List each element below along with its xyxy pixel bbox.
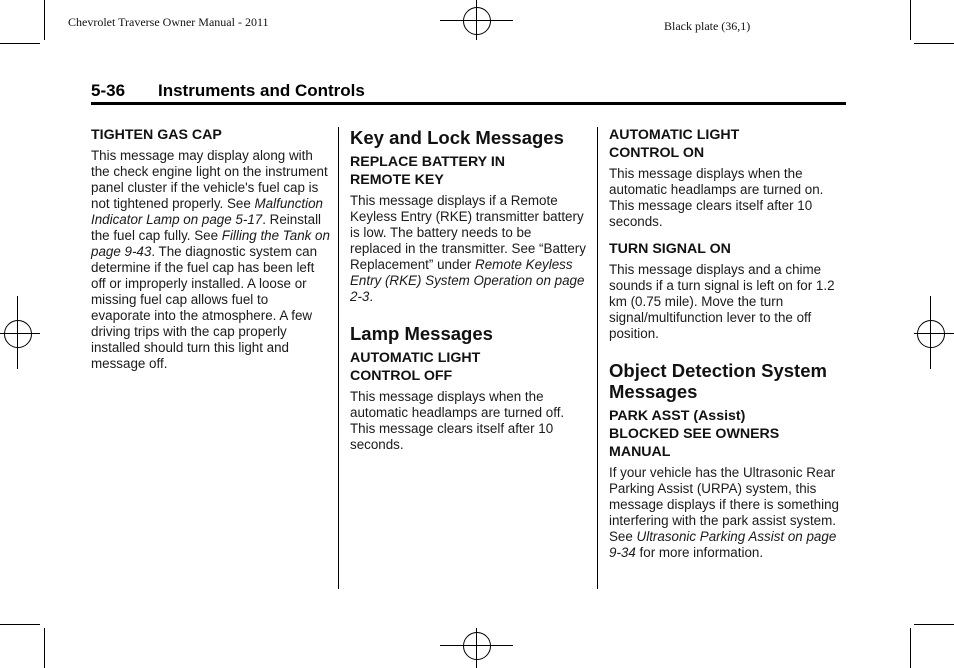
registration-mark xyxy=(463,632,491,660)
paragraph-turn-signal-on: This message displays and a chime sounds if a turn signal is left on for 1.2 km (0.75 mile). Move the turn signal/multifunction lever to the off position. xyxy=(609,262,835,341)
registration-mark xyxy=(917,320,945,348)
page-header xyxy=(91,81,846,101)
manual-title-meta: Chevrolet Traverse Owner Manual - 2011 xyxy=(68,15,269,29)
crop-mark xyxy=(0,624,40,625)
heading-key-and-lock-messages: Key and Lock Messages xyxy=(350,127,564,148)
crop-mark xyxy=(914,43,954,44)
paragraph-automatic-light-control-off: This message displays when the automatic headlamps are turned off. This message clears itself after 10 seconds. xyxy=(350,389,565,452)
column-divider xyxy=(338,127,339,589)
plate-meta: Black plate (36,1) xyxy=(664,19,751,33)
registration-mark xyxy=(476,628,477,668)
registration-mark xyxy=(0,333,40,334)
registration-mark xyxy=(17,296,18,369)
column-divider xyxy=(597,127,598,589)
section-title: Instruments and Controls xyxy=(158,81,365,100)
cross-reference-link[interactable]: Ultrasonic Parking Assist on page 9-34 xyxy=(609,529,837,560)
paragraph-tighten-gas-cap: This message may display along with the check engine light on the instrument panel cluster if the vehicle's fuel cap is not tightened properly. See Malfunction Indicator Lamp on page 5-17. Reinstall the fuel cap fully. See Filling the Tank on page 9-43. The diagnostic system can determine if the fuel cap has been left off or improperly installed. A loose or missing fuel cap allows fuel to evaporate into the atmosphere. A few driving trips with the cap properly installed should turn this light and message off. xyxy=(91,148,330,371)
registration-mark xyxy=(914,333,954,334)
column-3 xyxy=(609,126,847,571)
header-rule xyxy=(91,102,846,105)
crop-mark xyxy=(910,0,911,40)
crop-mark xyxy=(910,628,911,668)
cross-reference-link[interactable]: Remote Keyless Entry (RKE) System Operation on page 2-3 xyxy=(350,257,585,304)
registration-mark xyxy=(930,296,931,369)
crop-mark xyxy=(44,628,45,668)
column-2 xyxy=(350,127,586,463)
cross-reference-link[interactable]: Malfunction Indicator Lamp on page 5-17 xyxy=(91,196,324,227)
page-number: 5-36 xyxy=(91,81,126,100)
registration-mark xyxy=(463,7,491,35)
crop-mark xyxy=(914,624,954,625)
heading-lamp-messages: Lamp Messages xyxy=(350,323,493,344)
column-1 xyxy=(91,126,331,382)
paragraph-replace-battery: This message displays if a Remote Keyless Entry (RKE) transmitter battery is low. The battery needs to be replaced in the transmitter. See “Battery Replacement” under Remote Keyless Entry (RKE) System Operation on page 2-3. xyxy=(350,193,586,304)
paragraph-automatic-light-control-on: This message displays when the automatic headlamps are turned on. This message clears itself after 10 seconds. xyxy=(609,166,824,229)
paragraph-park-asst-blocked: If your vehicle has the Ultrasonic Rear Parking Assist (URPA) system, this message displays if there is something interfering with the park assist system. See Ultrasonic Parking Assist on page 9-34 for more information. xyxy=(609,465,839,560)
heading-automatic-light-control-off: AUTOMATIC LIGHT CONTROL OFF xyxy=(350,350,481,384)
heading-park-asst-blocked: PARK ASST (Assist) BLOCKED SEE OWNERS MANUAL xyxy=(609,408,780,460)
registration-mark xyxy=(4,320,32,348)
crop-mark xyxy=(0,43,40,44)
heading-replace-battery: REPLACE BATTERY IN REMOTE KEY xyxy=(350,154,506,188)
crop-mark xyxy=(44,0,45,40)
heading-object-detection-system-messages: Object Detection System Messages xyxy=(609,360,827,402)
registration-mark xyxy=(476,0,477,40)
heading-automatic-light-control-on: AUTOMATIC LIGHT CONTROL ON xyxy=(609,127,740,161)
heading-tighten-gas-cap: TIGHTEN GAS CAP xyxy=(91,127,222,143)
heading-turn-signal-on: TURN SIGNAL ON xyxy=(609,241,731,257)
cross-reference-link[interactable]: Filling the Tank on page 9-43 xyxy=(91,228,330,259)
